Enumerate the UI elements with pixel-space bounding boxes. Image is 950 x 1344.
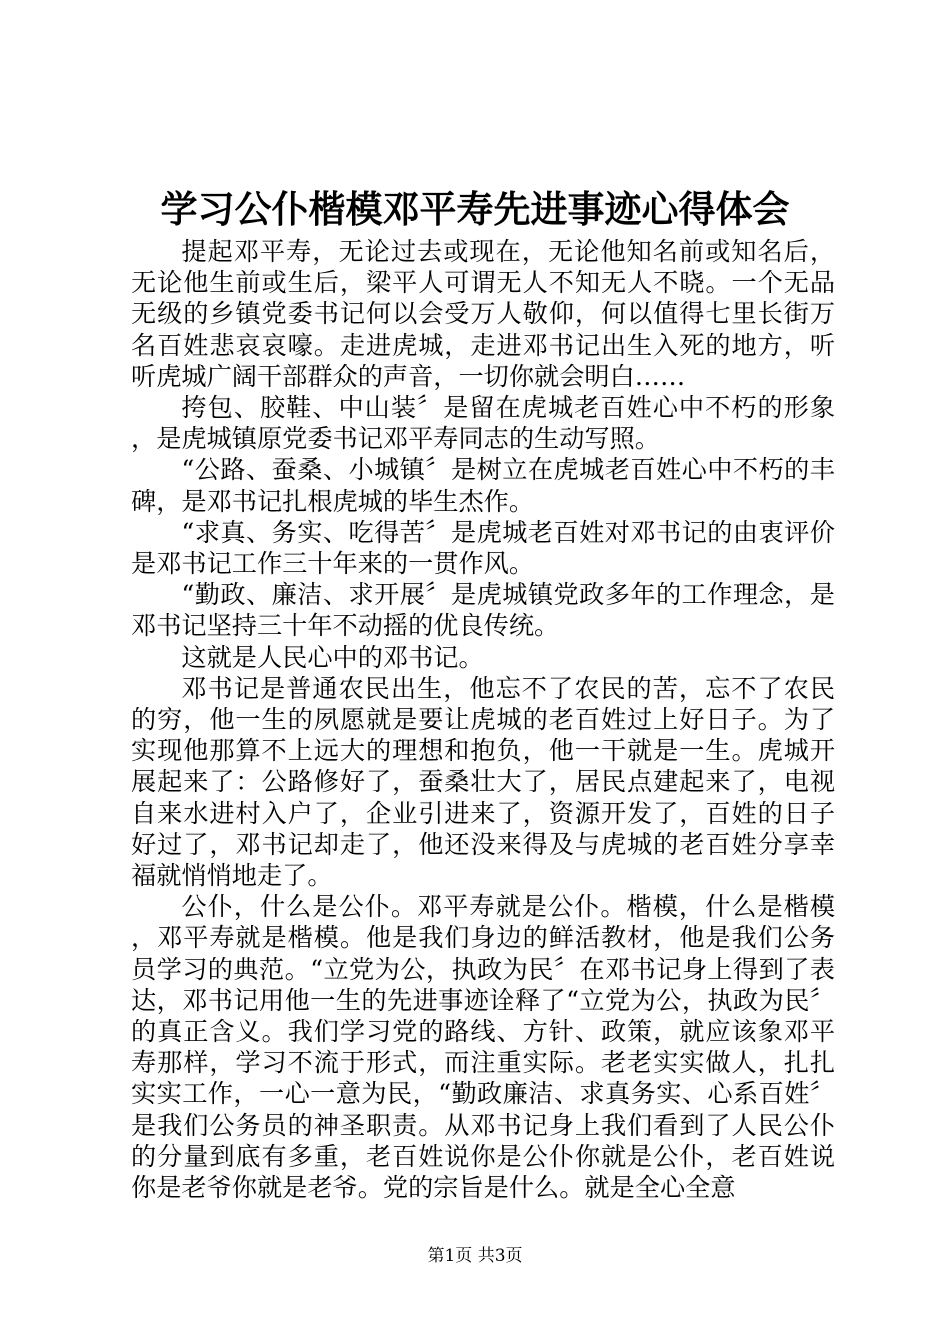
- paragraph-7: 邓书记是普通农民出生，他忘不了农民的苦，忘不了农民的穷，他一生的夙愿就是要让虎城的老百姓过上好日子。为了实现他那算不上远大的理想和抱负，他一干就是一生。虎城开展起来了：公路修好了，蚕桑壮大了，居民点建起来了，电视自来水进村入户了，企业引进来了，资源开发了，百姓的日子好过了，邓书记却走了，他还没来得及与虎城的老百姓分享幸福就悄悄地走了。: [131, 673, 835, 891]
- paragraph-1: 提起邓平寿，无论过去或现在，无论他知名前或知名后，无论他生前或生后，梁平人可谓无人不知无人不晓。一个无品无级的乡镇党委书记何以会受万人敬仰，何以值得七里长街万名百姓悲哀哀嚎。走进虎城，走进邓书记出生入死的地方，听听虎城广阔干部群众的声音，一切你就会明白……: [131, 237, 835, 391]
- paragraph-2: 挎包、胶鞋、中山装〞是留在虎城老百姓心中不朽的形象，是虎城镇原党委书记邓平寿同志的生动写照。: [131, 393, 835, 454]
- document-title: 学习公仆楷模邓平寿先进事迹心得体会: [160, 187, 790, 231]
- paragraph-8: 公仆，什么是公仆。邓平寿就是公仆。楷模，什么是楷模，邓平寿就是楷模。他是我们身边的鲜活教材，他是我们公务员学习的典范。“立党为公，执政为民〞在邓书记身上得到了表达，邓书记用他一生的先进事迹诠释了“立党为公，执政为民〞的真正含义。我们学习党的路线、方针、政策，就应该象邓平寿那样，学习不流于形式，而注重实际。老老实实做人，扎扎实实工作，一心一意为民，“勤政廉洁、求真务实、心系百姓〞是我们公务员的神圣职责。从邓书记身上我们看到了人民公仆的分量到底有多重，老百姓说你是公仆你就是公仆，老百姓说你是老爷你就是老爷。党的宗旨是什么。就是全心全意: [131, 892, 835, 1203]
- document-body: [131, 236, 835, 1203]
- paragraph-4: “求真、务实、吃得苦〞是虎城老百姓对邓书记的由衷评价是邓书记工作三十年来的一贯作风。: [131, 517, 835, 579]
- paragraph-6: 这就是人民心中的邓书记。: [181, 642, 484, 672]
- paragraph-3: “公路、蚕桑、小城镇〞是树立在虎城老百姓心中不朽的丰碑，是邓书记扎根虎城的毕生杰作。: [131, 455, 835, 516]
- paragraph-5: “勤政、廉洁、求开展〞是虎城镇党政多年的工作理念，是邓书记坚持三十年不动摇的优良传统。: [131, 580, 835, 641]
- page-footer: 第1页 共3页: [427, 1246, 523, 1266]
